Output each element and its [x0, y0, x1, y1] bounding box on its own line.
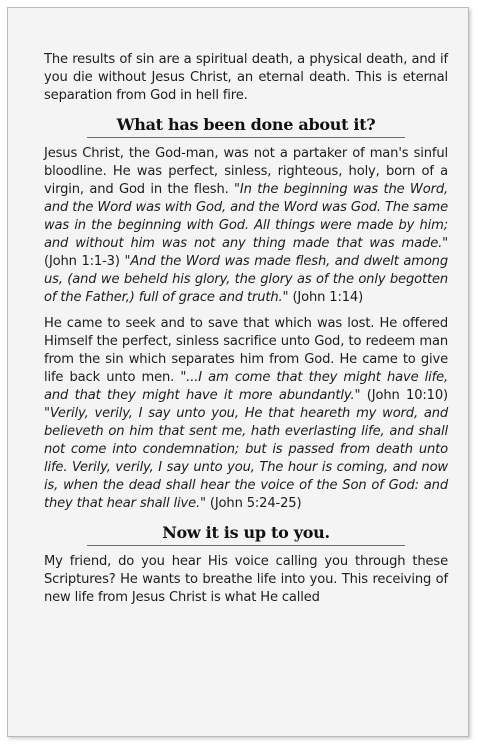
paragraph-seek-and-save [44, 315, 448, 513]
intro-paragraph: The results of sin are a spiritual death, a physical death, and if you die without Jesus Christ, an eternal death. This is eternal separation from God in hell fire. [44, 52, 448, 103]
paragraph-my-friend: My friend, do you hear His voice calling you through these Scriptures? He wants to breathe life into you. This receiving of new life from Jesus Christ is what He called [44, 554, 448, 605]
heading-divider [87, 545, 405, 546]
heading-divider [87, 137, 405, 138]
scripture-quote: "And the Word was made flesh, and dwelt among us, (and we beheld his glory, the glory as of the only begotten of the Father,) full of grace and truth." [44, 254, 448, 305]
paragraph-text: He came to seek and to save that which was lost. He offered Himself the perfect, sinless sacrifice unto God, to redeem man from the sin which separates him from God. He came to give life back unto men. [44, 316, 448, 385]
scripture-quote: "Verily, verily, I say unto you, He that heareth my word, and believeth on him that sent me, hath everlasting life, and shall not come into condemnation; but is passed from death unto life. Verily, verily, I say unto you, The hour is coming, and now is, when the dead shall hear the voice of the Son of God: and they that hear shall live." [44, 406, 448, 511]
scripture-reference: (John 10:10) [360, 388, 448, 403]
scripture-reference: (John 1:14) [288, 290, 364, 305]
paragraph-text: Jesus Christ, the God-man, was not a partaker of man's sinful bloodline. He was perfect, sinless, righteous, holy, born of a virgin, and God in the flesh. [44, 146, 448, 197]
scripture-reference: (John 5:24-25) [205, 496, 302, 511]
section-heading-up-to-you: Now it is up to you. [162, 523, 330, 542]
scripture-quote: "...I am come that they might have life, and that they might have it more abundantly." [44, 370, 448, 403]
scripture-quote: "In the beginning was the Word, and the Word was with God, and the Word was God. The same was in the beginning with God. All things were made by him; and without him was not any thing made that was made." [44, 182, 448, 251]
paragraph-jesus-christ [44, 145, 448, 307]
page-content [44, 51, 448, 607]
section-heading-what-done: What has been done about it? [116, 115, 376, 134]
scripture-reference: (John 1:1-3) [44, 254, 125, 269]
tract-page [7, 7, 469, 737]
